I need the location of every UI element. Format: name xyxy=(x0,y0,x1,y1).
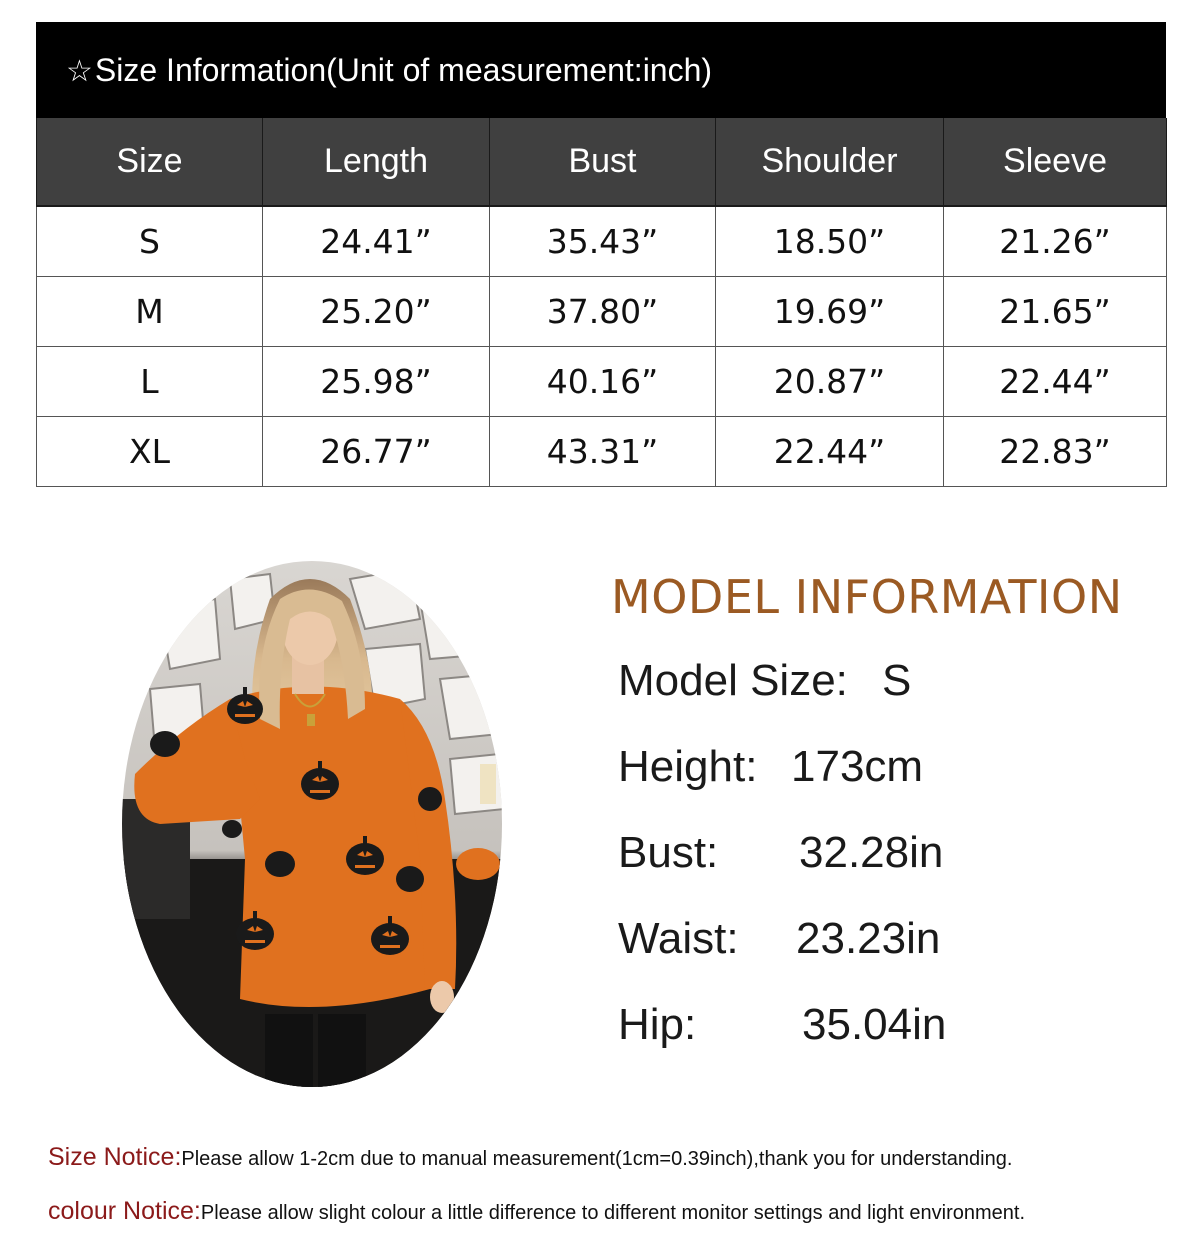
table-cell: 25.98” xyxy=(263,346,490,416)
height-value: 173cm xyxy=(791,742,924,791)
colour-notice-text: Please allow slight colour a little difference to different monitor settings and light environment. xyxy=(200,1202,1026,1224)
table-cell: L xyxy=(37,346,263,416)
table-cell: 25.20” xyxy=(263,276,490,346)
table-cell: 43.31” xyxy=(490,416,716,486)
table-row xyxy=(37,416,1167,486)
table-row xyxy=(37,346,1167,416)
table-cell: 18.50” xyxy=(716,206,944,276)
table-cell: XL xyxy=(37,416,263,486)
bust-label: Bust: xyxy=(618,828,719,877)
hip-value: 35.04in xyxy=(802,1000,947,1049)
model-size-label: Model Size: xyxy=(618,656,848,705)
model-photo xyxy=(120,559,504,1089)
table-cell: 40.16” xyxy=(490,346,716,416)
size-notice-label: Size Notice: xyxy=(48,1143,182,1171)
hip-row xyxy=(618,1000,947,1050)
table-cell: 35.43” xyxy=(490,206,716,276)
star-icon: ☆ xyxy=(66,54,93,89)
header-bust: Bust xyxy=(490,118,716,206)
table-cell: S xyxy=(37,206,263,276)
height-label: Height: xyxy=(618,742,758,791)
header-shoulder: Shoulder xyxy=(716,118,944,206)
table-cell: 24.41” xyxy=(263,206,490,276)
model-size-value: S xyxy=(882,656,912,705)
table-cell: 19.69” xyxy=(716,276,944,346)
size-table-title-bar xyxy=(36,22,1166,118)
table-cell: M xyxy=(37,276,263,346)
model-size-row xyxy=(618,656,912,706)
size-notice xyxy=(48,1143,1012,1172)
table-cell: 22.83” xyxy=(944,416,1167,486)
header-length: Length xyxy=(263,118,490,206)
table-cell: 21.26” xyxy=(944,206,1167,276)
model-info-heading: MODEL INFORMATION xyxy=(611,570,1123,624)
table-cell: 26.77” xyxy=(263,416,490,486)
table-cell: 37.80” xyxy=(490,276,716,346)
table-cell: 20.87” xyxy=(716,346,944,416)
table-cell: 21.65” xyxy=(944,276,1167,346)
hip-label: Hip: xyxy=(618,1000,697,1049)
colour-notice-label: colour Notice: xyxy=(48,1197,201,1225)
waist-value: 23.23in xyxy=(796,914,941,963)
waist-label: Waist: xyxy=(618,914,739,963)
table-row xyxy=(37,276,1167,346)
size-table xyxy=(36,118,1167,487)
header-sleeve: Sleeve xyxy=(944,118,1167,206)
height-row xyxy=(618,742,924,792)
header-size: Size xyxy=(37,118,263,206)
waist-row xyxy=(618,914,941,964)
bust-value: 32.28in xyxy=(799,828,944,877)
colour-notice xyxy=(48,1197,1025,1226)
table-cell: 22.44” xyxy=(944,346,1167,416)
bust-row xyxy=(618,828,944,878)
size-table-title: Size Information(Unit of measurement:inch) xyxy=(94,52,713,88)
table-row xyxy=(37,206,1167,276)
table-cell: 22.44” xyxy=(716,416,944,486)
size-table-header-row xyxy=(37,118,1167,206)
size-notice-text: Please allow 1-2cm due to manual measurement(1cm=0.39inch),thank you for understanding. xyxy=(181,1148,1013,1170)
